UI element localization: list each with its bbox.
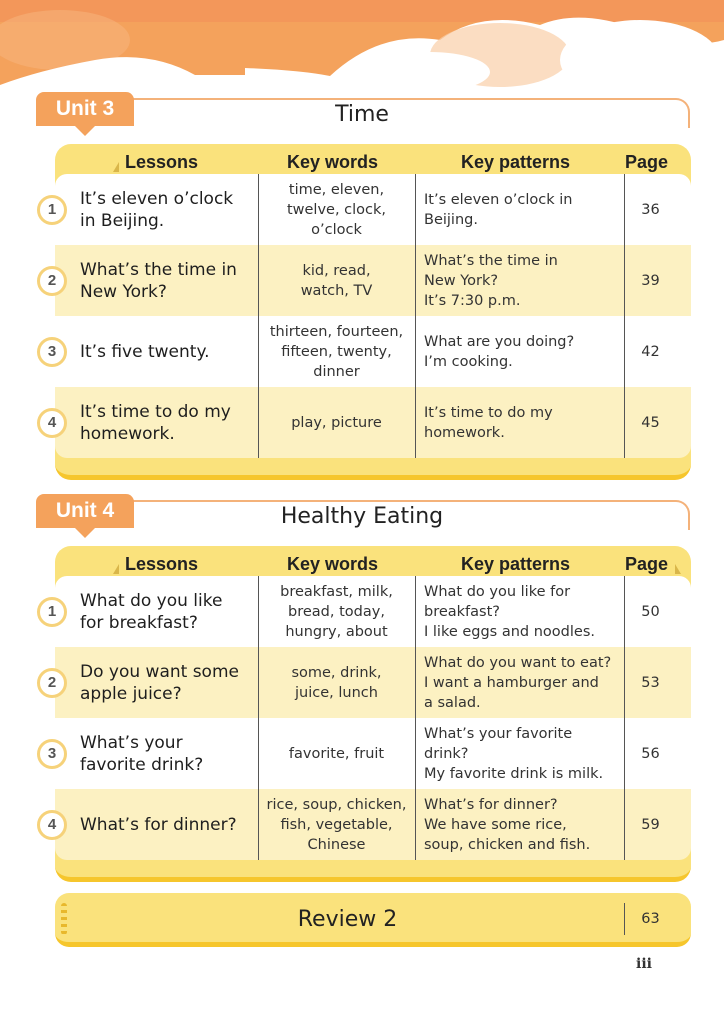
- lesson-row: [47, 789, 691, 860]
- lesson-row: [47, 576, 691, 647]
- lesson-title: Do you want some apple juice?: [80, 661, 239, 704]
- lesson-key-words: time, eleven, twelve, clock, o’clock: [286, 181, 387, 238]
- header-key-words: Key words: [287, 554, 379, 574]
- header-corner-icon: [675, 564, 681, 574]
- review-2-card: [55, 893, 691, 947]
- lesson-number-badge: 4: [37, 810, 67, 840]
- lesson-title: It’s eleven o’clock in Beijing.: [80, 188, 234, 231]
- review-page: 63: [624, 903, 676, 935]
- lesson-row: [47, 647, 691, 718]
- header-lessons: Lessons: [125, 152, 199, 172]
- lesson-page: 59: [641, 816, 660, 833]
- lesson-page: 39: [641, 272, 660, 289]
- lesson-key-words: some, drink, juice, lunch: [291, 664, 382, 701]
- lesson-row: [47, 387, 691, 458]
- unit-4-tab: Unit 4: [36, 494, 134, 528]
- lesson-title: It’s five twenty.: [80, 341, 210, 362]
- lesson-number-badge: 1: [37, 195, 67, 225]
- header-page: Page: [625, 152, 669, 172]
- lesson-number-badge: 2: [37, 266, 67, 296]
- unit-4-lessons-table: [47, 546, 691, 882]
- header-corner-icon: [113, 564, 119, 574]
- lesson-title: What’s for dinner?: [80, 814, 237, 835]
- lesson-page: 53: [641, 674, 660, 691]
- lesson-page: 45: [641, 414, 660, 431]
- lesson-key-patterns: It’s time to do my homework.: [424, 404, 553, 441]
- lesson-key-patterns: What do you like for breakfast? I like eggs and noodles.: [424, 583, 595, 640]
- lesson-number-badge: 1: [37, 597, 67, 627]
- lesson-key-patterns: What are you doing? I’m cooking.: [424, 333, 575, 370]
- lesson-page: 50: [641, 603, 660, 620]
- lesson-title: It’s time to do my homework.: [80, 401, 231, 444]
- unit-3-tab: Unit 3: [36, 92, 134, 126]
- lesson-key-patterns: What’s your favorite drink? My favorite drink is milk.: [424, 725, 604, 782]
- header-lessons: Lessons: [125, 554, 199, 574]
- lesson-key-patterns: What’s the time in New York? It’s 7:30 p.m.: [424, 252, 558, 309]
- lesson-number-badge: 4: [37, 408, 67, 438]
- unit-4-title: Healthy Eating: [280, 504, 444, 529]
- page-number: iii: [636, 956, 652, 972]
- header-key-words: Key words: [287, 152, 379, 172]
- lesson-key-patterns: What do you want to eat? I want a hamburger and a salad.: [424, 654, 612, 711]
- lesson-row: [47, 316, 691, 387]
- top-cloud-banner: [0, 0, 724, 100]
- lesson-title: What’s your favorite drink?: [80, 732, 204, 775]
- header-page: Page: [625, 554, 669, 574]
- lesson-key-words: rice, soup, chicken, fish, vegetable, Chinese: [266, 796, 407, 853]
- lesson-key-words: thirteen, fourteen, fifteen, twenty, dinner: [269, 323, 404, 380]
- header-key-patterns: Key patterns: [461, 554, 571, 574]
- header-corner-icon: [113, 162, 119, 172]
- review-label: Review 2: [297, 907, 398, 932]
- lesson-key-words: breakfast, milk, bread, today, hungry, about: [280, 583, 393, 640]
- lesson-page: 42: [641, 343, 660, 360]
- lesson-row: [47, 718, 691, 789]
- header-key-patterns: Key patterns: [461, 152, 571, 172]
- lesson-row: [47, 174, 691, 245]
- lesson-key-patterns: What’s for dinner? We have some rice, soup, chicken and fish.: [424, 796, 591, 853]
- lesson-title: What’s the time in New York?: [80, 259, 237, 302]
- lesson-number-badge: 2: [37, 668, 67, 698]
- lesson-row: [47, 245, 691, 316]
- lesson-page: 36: [641, 201, 660, 218]
- lesson-key-words: favorite, fruit: [288, 745, 385, 762]
- lesson-key-words: kid, read, watch, TV: [300, 262, 373, 299]
- lesson-key-patterns: It’s eleven o’clock in Beijing.: [424, 191, 573, 228]
- lesson-page: 56: [641, 745, 660, 762]
- lesson-number-badge: 3: [37, 739, 67, 769]
- unit-3-lessons-table: [47, 144, 691, 480]
- lesson-number-badge: 3: [37, 337, 67, 367]
- lesson-title: What do you like for breakfast?: [80, 590, 223, 633]
- lesson-key-words: play, picture: [291, 414, 382, 431]
- unit-3-title: Time: [335, 102, 389, 127]
